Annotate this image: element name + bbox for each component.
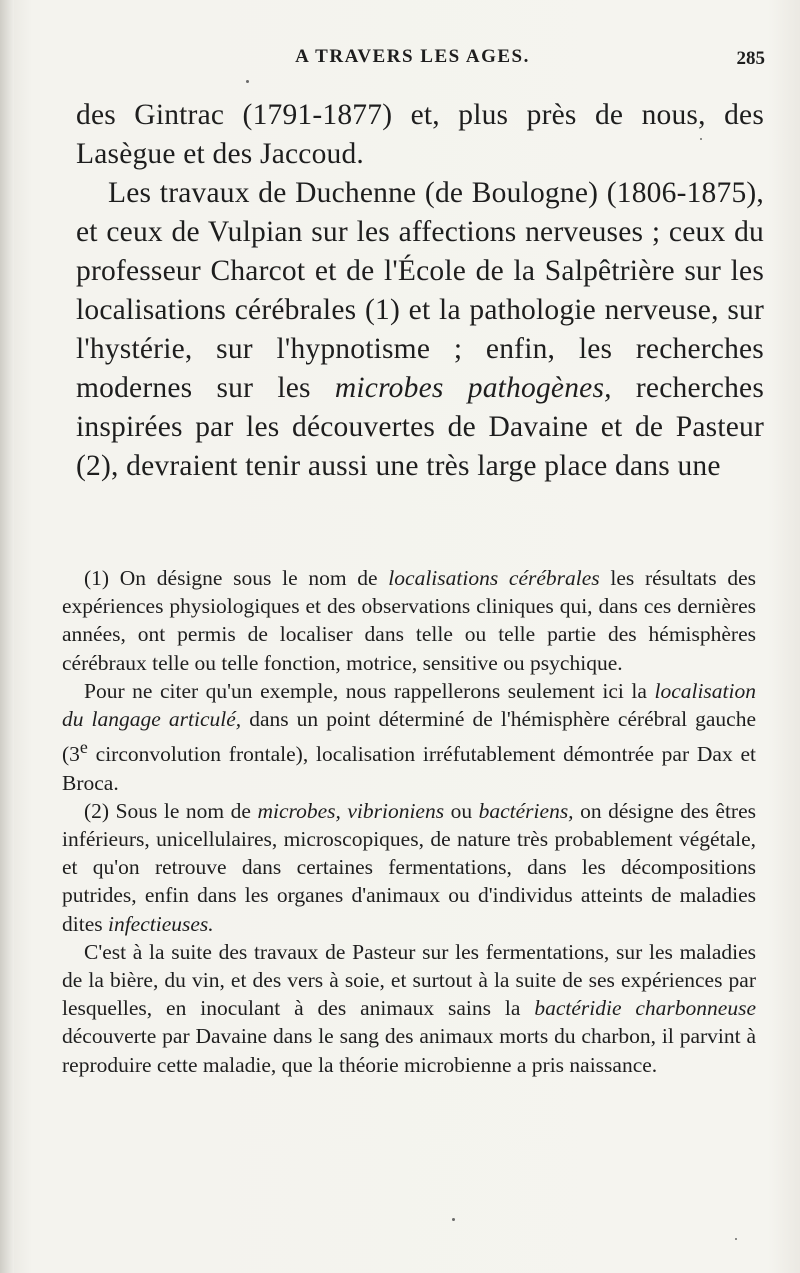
footnote-1-italic-1: localisations cérébrales <box>388 566 600 590</box>
footnotes <box>62 564 756 1079</box>
running-head: A TRAVERS LES AGES. <box>295 46 530 67</box>
paragraph-2-italic: microbes pathogènes, <box>334 372 612 404</box>
footnote-2-italic-1: microbes, vibrioniens <box>257 798 445 823</box>
footnote-1p2-text-a: Pour ne citer qu'un exemple, nous rappellerons seulement ici la <box>84 678 655 703</box>
footnote-1p2-italic-1: localisation du langage articulé, <box>62 678 756 732</box>
print-speck <box>700 138 702 140</box>
main-text <box>76 96 764 486</box>
footnote-2p2-italic-1: bactéridie charbonneuse <box>534 996 756 1021</box>
footnote-2p2-text-b: découverte par Davaine dans le sang des animaux morts du charbon, il parvint à reproduire cette maladie, que la théorie microbienne a pris naissance. <box>62 1024 756 1077</box>
footnote-2-text-a: (2) Sous le nom de <box>84 798 258 823</box>
print-speck <box>735 1238 737 1240</box>
footnote-1-paragraph-2 <box>62 677 756 797</box>
footnote-2p2-text-a: C'est à la suite des travaux de Pasteur sur les fermentations, sur les maladies de la bière, du vin, et des vers à soie, et surtout à la suite de ses expériences par lesquelles, en inoculant à des animaux sains la <box>62 939 756 1021</box>
footnote-1 <box>62 564 756 677</box>
footnote-1p2-text-c: circonvolution frontale), localisation irréfutablement démontrée par Dax et Broca. <box>62 742 756 795</box>
footnote-2-italic-3: infectieuses. <box>107 911 214 936</box>
paragraph-2-text-start: Les travaux de Duchenne (de Boulogne) (1806-1875), et ceux de Vulpian sur les affections nerveuses ; ceux du professeur Charcot et de l'École de la Salpêtrière sur les localisations cérébrales (1) et la pathologie nerveuse, sur l'hystérie, sur l'hypnotisme ; enfin, les recherches modernes sur les <box>76 177 764 404</box>
paragraph-2-text-end: recherches inspirées par les découvertes de Davaine et de Pasteur (2), devraient tenir aussi une très large place dans une <box>76 372 764 482</box>
page-header <box>60 44 765 74</box>
footnote-2-paragraph-2 <box>62 938 756 1079</box>
footnote-1-text-a: (1) On désigne sous le nom de <box>84 566 389 590</box>
footnote-1-text-b: les résultats des expériences physiologiques et des observations cliniques qui, dans ces dernières années, ont permis de localiser dans telle ou telle partie des hémisphères cérébraux telle ou telle fonction, motrice, sensitive ou psychique. <box>62 566 756 675</box>
footnote-2-italic-2: bactériens, <box>478 798 574 823</box>
footnote-1p2-text-b: dans un point déterminé de l'hémisphère cérébral gauche (3 <box>62 707 757 767</box>
footnote-1p2-superscript: e <box>79 737 88 758</box>
print-speck <box>452 1218 455 1221</box>
print-speck <box>246 80 249 83</box>
page-edge-shadow <box>0 0 14 1273</box>
paragraph-1 <box>76 96 764 174</box>
footnote-2 <box>62 797 756 938</box>
footnote-2-text-b: ou <box>444 798 479 823</box>
page-number: 285 <box>736 48 765 69</box>
paragraph-1-text: des Gintrac (1791-1877) et, plus près de nous, des Lasègue et des Jaccoud. <box>76 99 764 170</box>
paragraph-2 <box>76 174 764 486</box>
footnote-2-text-c: on désigne des êtres inférieurs, unicellulaires, microscopiques, de nature très probablement végétale, et qu'on retrouve dans certaines fermentations, dans les décompositions putrides, enfin dans les organes d'animaux ou d'individus atteints de maladies dites <box>62 798 757 936</box>
